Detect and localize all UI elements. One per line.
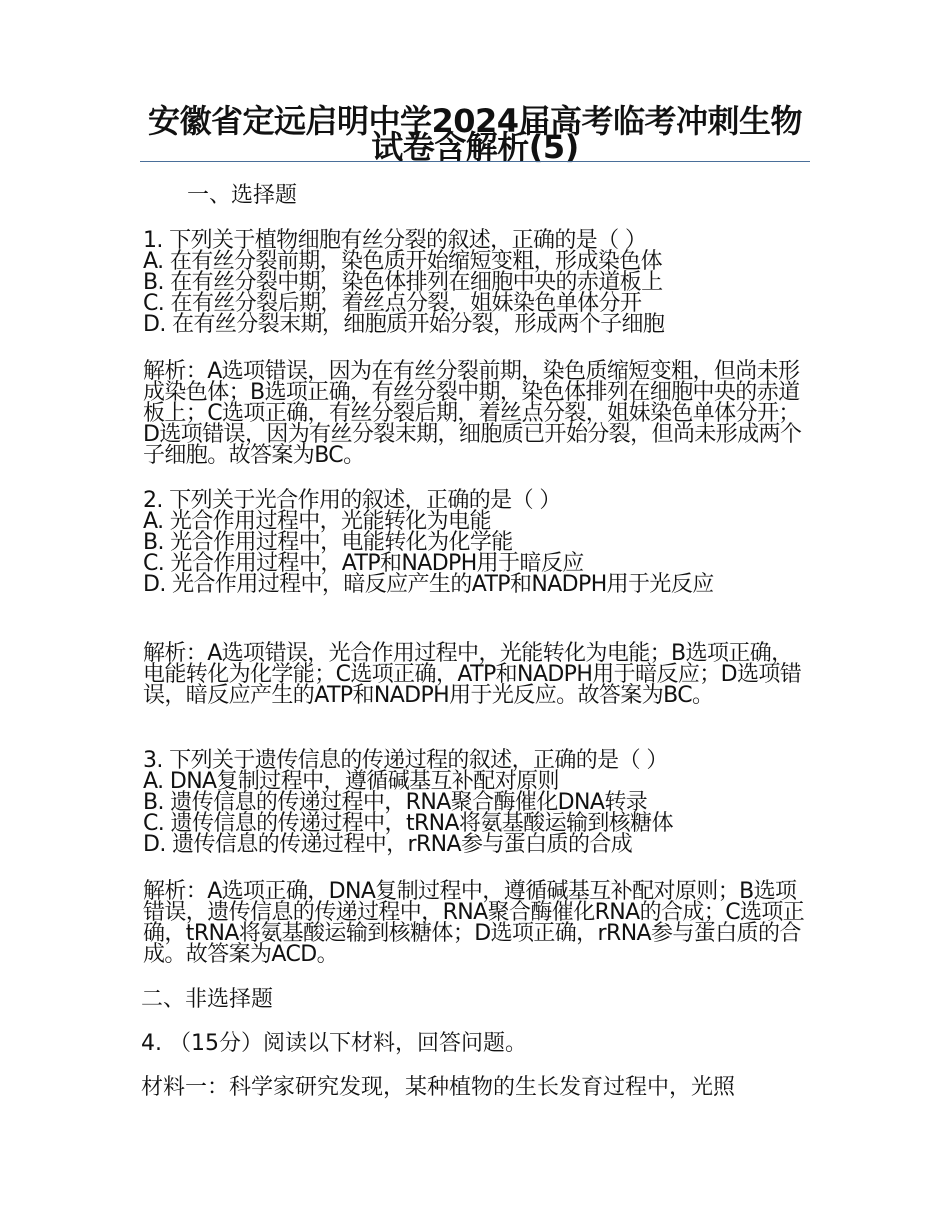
option-c: C. 遗传信息的传递过程中，tRNA将氨基酸运输到核糖体 — [143, 811, 673, 836]
question-stem: 3. 下列关于遗传信息的传递过程的叙述，正确的是（ ） — [143, 748, 668, 773]
option-d: D. 遗传信息的传递过程中，rRNA参与蛋白质的合成 — [143, 832, 633, 857]
option-d: D. 在有丝分裂末期，细胞质开始分裂，形成两个子细胞 — [143, 312, 665, 337]
question-stem: 1. 下列关于植物细胞有丝分裂的叙述，正确的是（ ） — [143, 228, 647, 253]
option-a: A. DNA复制过程中，遵循碱基互补配对原则 — [143, 769, 559, 794]
option-c: C. 光合作用过程中，ATP和NADPH用于暗反应 — [143, 551, 584, 576]
analysis-3: 解析：A选项正确，DNA复制过程中，遵循碱基互补配对原则；B选项错误，遗传信息的传递过程中，RNA聚合酶催化RNA的合成；C选项正确，tRNA将氨基酸运输到核糖体；D选项正确，rRNA参与蛋白质的合成。故答案为ACD。 — [143, 879, 805, 967]
section-heading-nonchoice: 二、非选择题 — [141, 987, 274, 1012]
title-divider — [140, 161, 810, 162]
question-1 — [143, 230, 811, 335]
option-d: D. 光合作用过程中，暗反应产生的ATP和NADPH用于光反应 — [143, 572, 714, 597]
option-b: B. 光合作用过程中，电能转化为化学能 — [143, 530, 513, 555]
option-b: B. 遗传信息的传递过程中，RNA聚合酶催化DNA转录 — [143, 790, 648, 815]
analysis-1: 解析：A选项错误，因为在有丝分裂前期，染色质缩短变粗，但尚未形成染色体；B选项正确，有丝分裂中期，染色体排列在细胞中央的赤道板上；C选项正确，有丝分裂后期，着丝点分裂，姐妹染色单体分开；D选项错误，因为有丝分裂末期，细胞质已开始分裂，但尚未形成两个子细胞。故答案为BC。 — [143, 359, 802, 468]
question-stem: 2. 下列关于光合作用的叙述，正确的是（ ） — [143, 488, 561, 513]
document-title: 安徽省定远启明中学2024届高考临考冲刺生物试卷含解析(5) — [147, 102, 803, 166]
question-2 — [143, 490, 811, 595]
material-one: 材料一：科学家研究发现，某种植物的生长发育过程中，光照 — [141, 1075, 736, 1100]
option-b: B. 在有丝分裂中期，染色体排列在细胞中央的赤道板上 — [143, 270, 663, 295]
question-3 — [143, 750, 811, 855]
option-a: A. 在有丝分裂前期，染色质开始缩短变粗，形成染色体 — [143, 249, 663, 274]
option-a: A. 光合作用过程中，光能转化为电能 — [143, 509, 491, 534]
question-4-stem: 4. （15分）阅读以下材料，回答问题。 — [141, 1031, 527, 1056]
section-heading-choice: 一、选择题 — [187, 183, 298, 208]
analysis-2: 解析：A选项错误，光合作用过程中，光能转化为电能；B选项正确，电能转化为化学能；C选项正确，ATP和NADPH用于暗反应；D选项错误，暗反应产生的ATP和NADPH用于光反应。故答案为BC。 — [143, 641, 802, 708]
option-c: C. 在有丝分裂后期，着丝点分裂，姐妹染色单体分开 — [143, 291, 642, 316]
